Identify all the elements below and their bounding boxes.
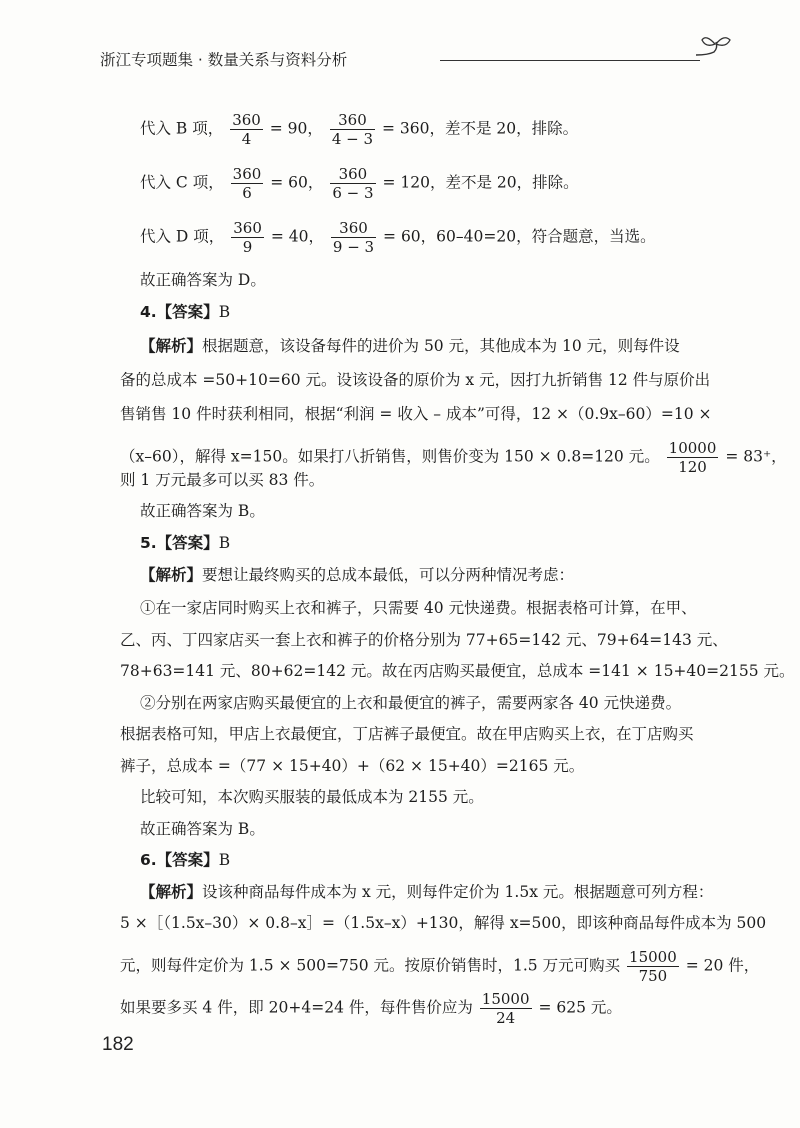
result-text: = 90， [269,119,323,138]
running-header [100,46,740,72]
sprout-icon [694,32,734,68]
text-line: 比较可知，本次购买服装的最低成本为 2155 元。 [140,788,484,806]
q5-answer-line [140,533,230,553]
analysis-tag: 【解析】 [140,337,203,355]
fraction-numerator: 360 [330,165,375,184]
option-b-lead: 代入 B 项， [140,119,224,138]
option-c-line [140,165,579,202]
fraction [331,219,376,256]
answer-value: B [218,303,231,321]
fraction-numerator: 10000 [668,439,717,457]
result-text: = 360，差不是 20，排除。 [381,119,579,138]
text-line: 售销售 10 件时获利相同，根据“利润 = 收入 – 成本”可得，12 ×（0.9x–60）=10 × [120,405,712,423]
analysis-tag: 【解析】 [140,566,203,584]
option-b-line [140,111,578,148]
fraction [330,111,375,148]
option-d-lead: 代入 D 项， [140,227,225,246]
text-line: 裤子，总成本 =（77 × 15+40）+（62 × 15+40）=2165 元。 [120,757,585,775]
answer-value: B [218,851,231,869]
fraction-denominator: 4 [241,130,252,148]
text-segment: 元，则每件定价为 1.5 × 500=750 元。按原价销售时，1.5 万元可购买 [120,956,621,975]
answer-label: 4.【答案】 [140,303,219,321]
text-line: 78+63=141 元、80+62=142 元。故在丙店购买最便宜，总成本 =141 × 15+40=2155 元。 [120,662,795,680]
fraction [230,111,263,148]
text-line [120,990,622,1027]
option-d-line [140,219,656,256]
fraction-denominator: 750 [638,967,668,985]
fraction [330,165,375,202]
fraction [231,219,264,256]
text-segment: = 625 元。 [538,998,622,1017]
fraction [667,439,719,476]
q6-answer-line [140,850,230,870]
page-number: 182 [102,1034,134,1055]
text-line: 备的总成本 =50+10=60 元。设该设备的原价为 x 元，因打九折销售 12 件与原价出 [120,371,711,389]
analysis-text: 设该种商品每件成本为 x 元，则每件定价为 1.5x 元。根据题意可列方程： [202,883,714,901]
fraction-denominator: 4 − 3 [331,130,374,148]
fraction-numerator: 15000 [629,948,677,966]
text-segment: 如果要多买 4 件，即 20+4=24 件，每件售价应为 [120,998,473,1017]
fraction-denominator: 9 − 3 [332,238,375,256]
header-rule [440,60,700,61]
conclusion-line: 故正确答案为 D。 [140,271,266,289]
q4-analysis-line [140,336,680,356]
text-segment: （x–60），解得 x=150。如果打八折销售，则售价变为 150 × 0.8=120 元。 [120,447,660,466]
answer-value: B [218,534,231,552]
conclusion-line: 故正确答案为 B。 [140,502,265,520]
conclusion-line: 故正确答案为 B。 [140,820,265,838]
fraction-denominator: 6 − 3 [332,184,374,202]
fraction-denominator: 24 [496,1009,516,1027]
option-c-lead: 代入 C 项， [140,173,224,192]
text-line: ①在一家店同时购买上衣和裤子，只需要 40 元快递费。根据表格可计算，在甲、 [140,599,697,617]
text-line: 根据表格可知，甲店上衣最便宜，丁店裤子最便宜。故在甲店购买上衣，在丁店购买 [120,725,694,743]
header-title: 浙江专项题集 · 数量关系与资料分析 [100,48,357,70]
result-text: = 60， [270,173,324,192]
text-segment: = 83⁺， [725,447,787,466]
fraction-numerator: 15000 [481,990,530,1008]
result-text: = 60，60–40=20，符合题意，当选。 [383,227,656,246]
text-line: 5 ×［（1.5x–30）× 0.8–x］=（1.5x–x）+130，解得 x=500，即该种商品每件成本为 500 [120,914,767,932]
fraction-numerator: 360 [232,165,262,183]
fraction-numerator: 360 [331,219,376,238]
analysis-tag: 【解析】 [140,883,203,901]
fraction [480,990,532,1027]
fraction-numerator: 360 [232,111,261,129]
analysis-text: 要想让最终购买的总成本最低，可以分两种情况考虑： [202,566,575,584]
text-line [120,948,759,985]
fraction-numerator: 360 [330,111,375,130]
text-line: ②分别在两家店购买最便宜的上衣和最便宜的裤子，需要两家各 40 元快递费。 [140,694,682,712]
text-line: 则 1 万元最多可以买 83 件。 [120,471,325,489]
result-text: = 40， [270,227,324,246]
fraction-denominator: 6 [242,184,252,202]
fraction [627,948,679,985]
fraction-denominator: 9 [242,238,253,256]
q5-analysis-line [140,565,574,585]
q6-analysis-line [140,882,713,902]
text-segment: = 20 件， [685,956,760,975]
answer-label: 5.【答案】 [140,534,219,552]
text-line: 乙、丙、丁四家店买一套上衣和裤子的价格分别为 77+65=142 元、79+64=143 元、 [120,631,728,649]
q4-answer-line [140,302,230,322]
answer-label: 6.【答案】 [140,851,219,869]
fraction [231,165,264,202]
analysis-text: 根据题意，该设备每件的进价为 50 元，其他成本为 10 元，则每件设 [202,337,680,355]
fraction-numerator: 360 [233,219,262,237]
fraction-denominator: 120 [678,458,707,476]
result-text: = 120，差不是 20，排除。 [382,173,579,192]
